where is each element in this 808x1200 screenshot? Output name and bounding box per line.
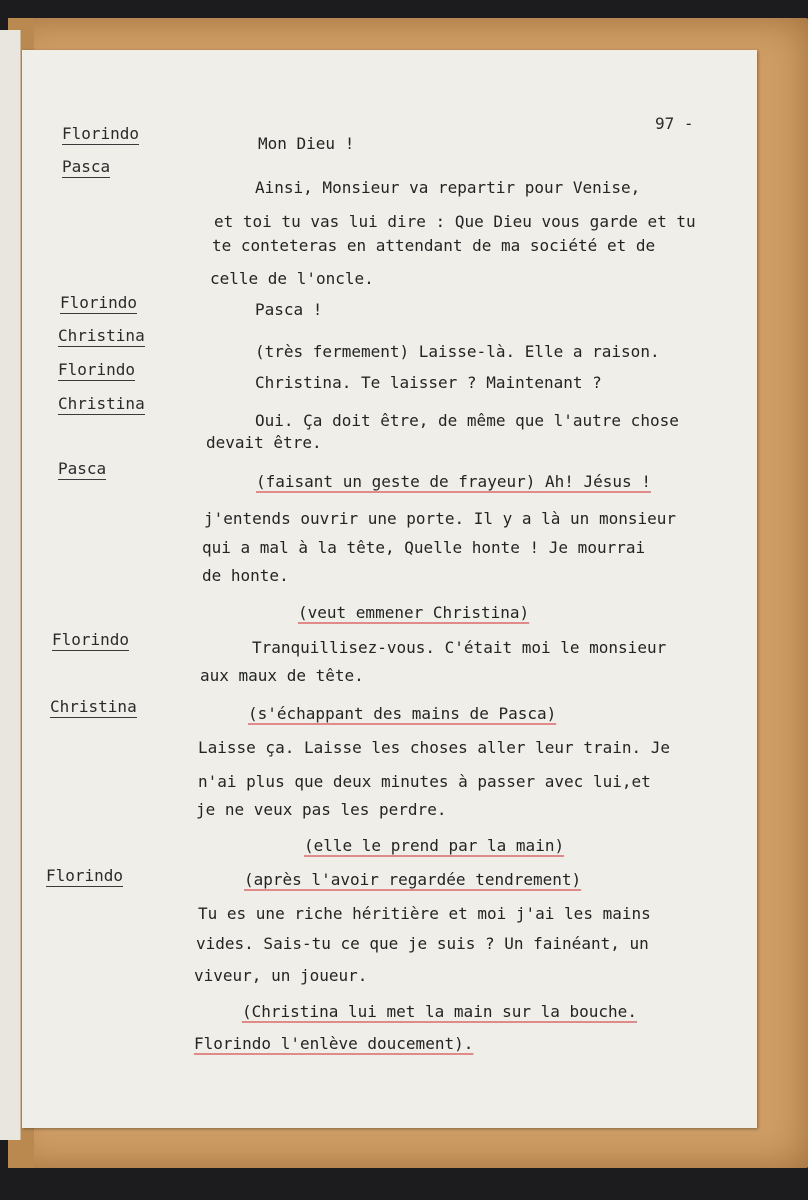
dialogue-line: vides. Sais-tu ce que je suis ? Un fainéant, un bbox=[196, 934, 649, 953]
speaker-florindo-2: Florindo bbox=[60, 293, 138, 312]
dialogue-line: devait être. bbox=[206, 433, 322, 452]
dialogue-line: qui a mal à la tête, Quelle honte ! Je mourrai bbox=[202, 538, 646, 557]
speaker-christina-3: Christina bbox=[50, 697, 137, 716]
stage-direction: Florindo l'enlève doucement). bbox=[194, 1034, 474, 1053]
dialogue-line: Tranquillisez-vous. C'était moi le monsieur bbox=[252, 638, 667, 657]
dialogue-line: de honte. bbox=[202, 566, 289, 585]
dialogue-line: aux maux de tête. bbox=[200, 666, 364, 685]
binding-edge bbox=[0, 30, 21, 1140]
dialogue-line: Ainsi, Monsieur va repartir pour Venise, bbox=[255, 178, 641, 197]
dialogue-line: viveur, un joueur. bbox=[194, 966, 368, 985]
dialogue-line: Christina. Te laisser ? Maintenant ? bbox=[255, 373, 602, 392]
stage-direction: (faisant un geste de frayeur) Ah! Jésus ! bbox=[256, 472, 651, 491]
stage-direction: (elle le prend par la main) bbox=[304, 836, 565, 855]
dialogue-line: Pasca ! bbox=[255, 300, 323, 319]
dialogue-line: Oui. Ça doit être, de même que l'autre chose bbox=[255, 411, 679, 430]
speaker-christina-2: Christina bbox=[58, 394, 145, 413]
stage-direction: (s'échappant des mains de Pasca) bbox=[248, 704, 557, 723]
dialogue-line: j'entends ouvrir une porte. Il y a là un monsieur bbox=[204, 509, 677, 528]
speaker-florindo-5: Florindo bbox=[46, 866, 124, 885]
dialogue-line: (très fermement) Laisse-là. Elle a raison. bbox=[255, 342, 660, 361]
stage-direction: (après l'avoir regardée tendrement) bbox=[244, 870, 582, 889]
dialogue-line: Laisse ça. Laisse les choses aller leur train. Je bbox=[198, 738, 671, 757]
dialogue-line: Mon Dieu ! bbox=[258, 134, 355, 153]
dialogue-line: Tu es une riche héritière et moi j'ai les mains bbox=[198, 904, 651, 923]
stage-direction: (veut emmener Christina) bbox=[298, 603, 530, 622]
speaker-florindo-1: Florindo bbox=[62, 124, 140, 143]
dialogue-line: et toi tu vas lui dire : Que Dieu vous garde et tu bbox=[214, 212, 696, 231]
dialogue-line: te conteteras en attendant de ma société et de bbox=[212, 236, 656, 255]
speaker-pasca-2: Pasca bbox=[58, 459, 107, 478]
speaker-christina-1: Christina bbox=[58, 326, 145, 345]
dialogue-line: je ne veux pas les perdre. bbox=[196, 800, 447, 819]
page-number: 97 - bbox=[655, 114, 694, 133]
speaker-pasca-1: Pasca bbox=[62, 157, 111, 176]
dialogue-line: celle de l'oncle. bbox=[210, 269, 374, 288]
stage-direction: (Christina lui met la main sur la bouche. bbox=[242, 1002, 637, 1021]
dialogue-line: n'ai plus que deux minutes à passer avec lui,et bbox=[198, 772, 651, 791]
speaker-florindo-3: Florindo bbox=[58, 360, 136, 379]
speaker-florindo-4: Florindo bbox=[52, 630, 130, 649]
